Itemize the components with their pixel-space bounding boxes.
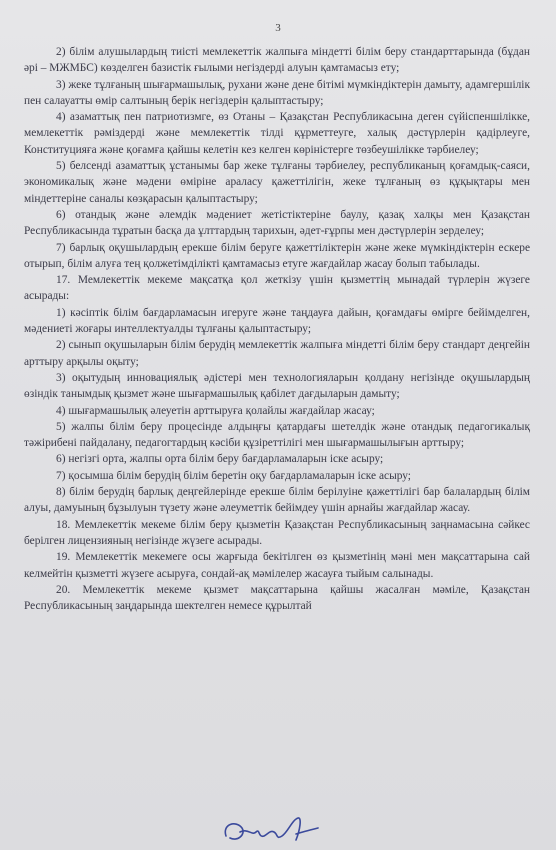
paragraph: 2) білім алушылардың тиісті мемлекеттік жалпыға міндетті білім беру стандарттарында (бұдан әрі – МЖМБС) көзделген базистік ғылыми негіздерді алуын қамтамасыз ету; [24, 46, 530, 75]
paragraph: 20. Мемлекеттік мекеме қызмет мақсаттарына қайшы жасалған мәміле, Қазақстан Республикасының заңдарында шектелген немесе құрылтай [24, 583, 530, 613]
handwritten-signature [218, 810, 328, 850]
paragraph: 1) кәсіптік білім бағдарламасын игеруге және таңдауға дайын, қоғамдағы өмірге бейімделген, мәдениеті жоғары интеллектуалды тұлғаны қалыптастыру; [24, 306, 530, 336]
paragraph: 6) отандық және әлемдік мәдениет жетістіктеріне баулу, қазақ халқы мен Қазақстан Республикасында тұратын басқа да ұлттардың тарихын, әдет-ғұрпы мен дәстүрлерін зерделеу; [24, 208, 530, 238]
paragraph: 19. Мемлекеттік мекемеге осы жарғыда бекітілген өз қызметінің мәні мен мақсаттарына сай келмейтін қызметті жүзеге асыруға, сондай-ақ мәмілелер жасауға тыйым салынады. [24, 551, 530, 580]
paragraph: 4) шығармашылық әлеуетін арттыруға қолайлы жағдайлар жасау; [56, 404, 375, 417]
page-number: 3 [275, 22, 281, 34]
paragraph: 3) оқытудың инновациялық әдістері мен технологияларын қолдану негізінде оқушылардың өзіндік танымдық қызмет және шығармашылық қабілет дағдыларын дамыту; [24, 371, 530, 401]
paragraph: 18. Мемлекеттік мекеме білім беру қызметін Қазақстан Республикасының заңнамасына сәйкес берілген лицензияның негізінде жүзеге асырады. [24, 518, 530, 547]
paragraph: 7) барлық оқушылардың ерекше білім беруге қажеттіліктерін және жеке мүмкіндіктерін ескере отырып, білім алуға тең қолжетімділікті қамтамасыз етуге жағдайлар жасау болып табылады. [24, 241, 530, 270]
paragraph: 4) азаматтық пен патриотизмге, өз Отаны – Қазақстан Республикасына деген сүйіспеншілікке, мемлекеттік рәміздерді және мемлекеттік тілді құрметтеуге, халық дәстүрлерін қадірлеуге, Конституцияға және қоғамға қайшы келетін кез келген көріністерге төзбеушілікке тәрбиелеу; [24, 111, 530, 156]
paragraph: 6) негізгі орта, жалпы орта білім беру бағдарламаларын іске асыру; [56, 453, 384, 466]
paragraph: 5) белсенді азаматтық ұстанымы бар жеке тұлғаны тәрбиелеу, республиканың қоғамдық-саяси, экономикалық және мәдени өміріне араласу қажеттілігін, жеке тұлғаның өз құқықтары мен міндеттеріне саналы көзқарасын қалыптастыру; [24, 160, 530, 205]
paragraph: 7) қосымша білім берудің білім беретін оқу бағдарламаларын іске асыру; [56, 469, 411, 482]
paragraph: 8) білім берудің барлық деңгейлерінде ерекше білім берілуіне қажеттілігі бар балалардың білім алуы, дамуының бұзылуын түзету және әлеуметтік бейімдеу үшін арнайы жағдайлар жасау. [24, 486, 530, 515]
paragraph: 3) жеке тұлғаның шығармашылық, рухани және дене бітімі мүмкіндіктерін дамыту, адамгершілік пен салауатты өмір салтының берік негіздерін қалыптастыру; [24, 78, 530, 107]
paragraph: 17. Мемлекеттік мекеме мақсатқа қол жеткізу үшін қызметтің мынадай түрлерін жүзеге асырады: [24, 274, 530, 303]
document-body [24, 44, 530, 614]
paragraph: 2) сынып оқушыларын білім берудің мемлекеттік жалпыға міндетті білім беру стандарт деңгейін арттыру арқылы оқыту; [24, 339, 530, 368]
paragraph: 5) жалпы білім беру процесінде алдыңғы қатардағы шетелдік және отандық педагогикалық тәжірибені пайдалану, педагогтардың кәсіби құзіреттілігі мен шығармашылығын арттыру; [24, 420, 530, 450]
